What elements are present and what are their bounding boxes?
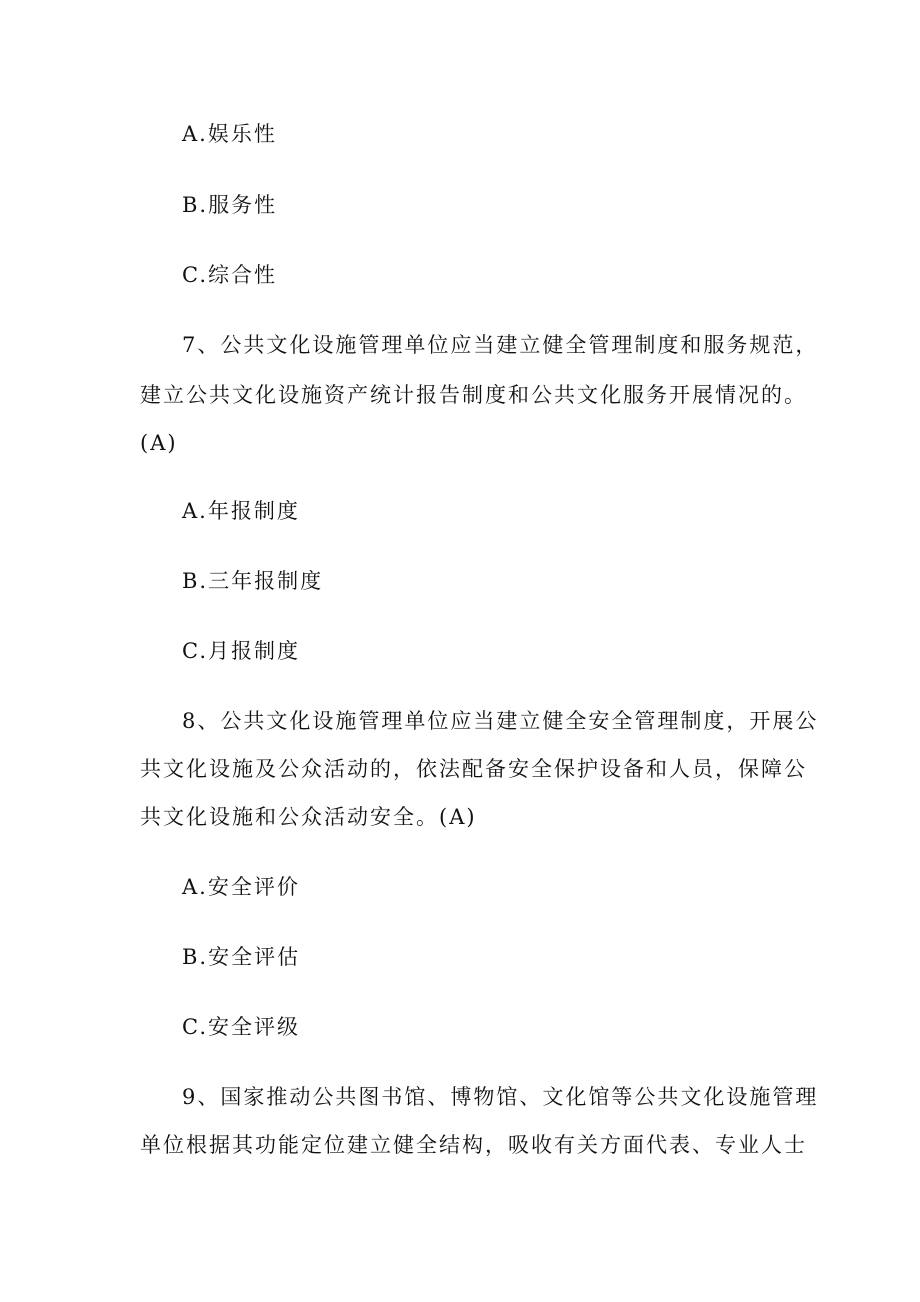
q7-answer: (A) bbox=[140, 431, 178, 455]
q7-option-c: C.月报制度 bbox=[182, 639, 300, 663]
q8-option-a: A.安全评价 bbox=[182, 875, 300, 899]
q7-text-line-1: 7、公共文化设施管理单位应当建立健全管理制度和服务规范， bbox=[182, 333, 819, 357]
q8-text-line-2: 共文化设施及公众活动的，依法配备安全保护设备和人员，保障公 bbox=[140, 757, 807, 781]
q7-option-a: A.年报制度 bbox=[182, 499, 300, 523]
q9-text-line-2: 单位根据其功能定位建立健全结构，吸收有关方面代表、专业人士 bbox=[140, 1133, 807, 1157]
q8-text-line-1: 8、公共文化设施管理单位应当建立健全安全管理制度，开展公 bbox=[182, 709, 819, 733]
q6-option-a: A.娱乐性 bbox=[182, 122, 277, 146]
q7-text-line-2: 建立公共文化设施资产统计报告制度和公共文化服务开展情况的。 bbox=[140, 383, 807, 407]
q6-option-b: B.服务性 bbox=[182, 193, 278, 217]
q8-option-b: B.安全评估 bbox=[182, 945, 301, 969]
q6-option-c: C.综合性 bbox=[182, 263, 277, 287]
q8-option-c: C.安全评级 bbox=[182, 1015, 300, 1039]
q9-text-line-1: 9、国家推动公共图书馆、博物馆、文化馆等公共文化设施管理 bbox=[182, 1085, 819, 1109]
q7-option-b: B.三年报制度 bbox=[182, 569, 324, 593]
q8-text-line-3: 共文化设施和公众活动安全。(A) bbox=[140, 805, 477, 829]
